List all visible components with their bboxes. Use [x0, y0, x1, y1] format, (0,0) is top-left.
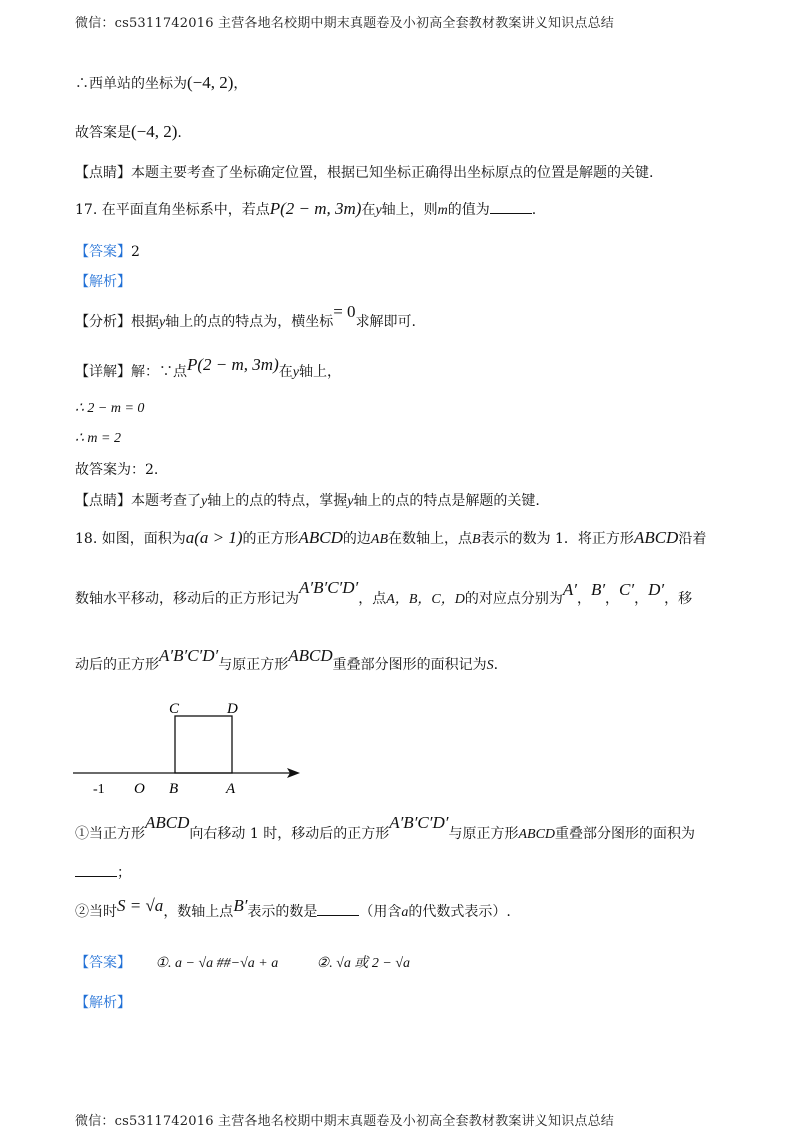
q18-l2b: ，点	[358, 591, 387, 607]
q17-step2: ∴ m = 2	[75, 431, 121, 446]
q17-y: y	[375, 203, 382, 218]
q18-pts: A，B，C，D	[386, 592, 465, 607]
dianjing-text: 本题主要考查了坐标确定位置，根据已知坐标正确得出坐标原点的位置是解题的关键.	[131, 165, 654, 181]
dianjing-tag: 【点睛】	[75, 165, 131, 181]
prev-comma: ，	[233, 76, 248, 92]
fenxi-b: 轴上的点的特点为，横坐标	[165, 314, 334, 330]
q18-ab: AB	[370, 532, 389, 547]
answer-tag: 【答案】	[75, 244, 131, 260]
q18-answer-1: ①. a − √a ##−√a + a	[155, 956, 279, 971]
square-abcd	[175, 716, 232, 773]
q18-line3	[75, 646, 499, 677]
prev-text: ∴西单站的坐标为	[75, 76, 187, 92]
q18-p1b: 向右移动 1 时，移动后的正方形	[189, 826, 390, 842]
prev-line-answer	[75, 121, 182, 144]
label-o: O	[134, 781, 145, 797]
label-c: C	[169, 701, 180, 717]
q18-part1-blank-line	[75, 862, 131, 884]
q18-p2a: ②当时	[75, 904, 117, 920]
q18-l3a: 动后的正方形	[75, 657, 159, 673]
fenxi-c: 求解即可.	[355, 314, 417, 330]
q18-p2d: （用含	[359, 904, 402, 920]
q18-jiexi-tag: 【解析】	[75, 995, 131, 1011]
q18-ap: A′	[562, 580, 577, 599]
q18-p1-abcdp: A′B′C′D′	[389, 813, 449, 832]
q18-l2c: 的对应点分别为	[464, 591, 563, 607]
q18-l3d: .	[493, 657, 499, 673]
dianjing-a: 本题考查了	[131, 493, 201, 509]
page-footer: 微信：cs5311742016 主营各地名校期中期末真题卷及小初高全套教材教案讲义知识点总结	[75, 1114, 614, 1129]
q17-answer	[75, 241, 140, 263]
q18-answer-2: ②. √a 或 2 − √a	[316, 956, 411, 971]
q17-point: P(2 − m, 3m)	[269, 199, 362, 218]
dianjing-tag-2: 【点睛】	[75, 493, 131, 509]
xiangjie-b: 在	[278, 364, 293, 380]
prev-answer-end: .	[177, 125, 182, 141]
q18-abcdp: A′B′C′D′	[299, 578, 359, 597]
q18-p1-abcd2: ABCD	[518, 827, 556, 842]
q18-answer	[75, 952, 410, 975]
q18-l1f: 沿着	[678, 531, 707, 547]
q18-l3b: 与原正方形	[218, 657, 289, 673]
q18-line1	[75, 527, 706, 551]
xiangjie-a: 解：∵点	[131, 364, 187, 380]
q18-part1	[75, 813, 696, 846]
q18-part2	[75, 896, 511, 924]
q18-p1-abcd: ABCD	[145, 813, 190, 832]
fenxi-tag: 【分析】	[75, 314, 131, 330]
q18-l2d: ，移	[664, 591, 693, 607]
fenxi-y: y	[159, 315, 166, 330]
label-neg1: -1	[93, 782, 105, 797]
prev-line-coordinate	[75, 72, 247, 95]
q17-m: m	[437, 203, 448, 218]
label-a: A	[226, 781, 236, 797]
q17-xiangjie	[75, 355, 341, 384]
q17-mid: 在	[361, 202, 376, 218]
label-b: B	[169, 781, 179, 797]
xiangjie-y: y	[292, 365, 299, 380]
q17-suffix: 的值为	[447, 202, 490, 218]
q18-l1e: 表示的数为 1．将正方形	[480, 531, 634, 547]
prev-answer-text: 故答案是	[75, 125, 131, 141]
q18-abcd: ABCD	[298, 528, 343, 547]
answer-tag-2: 【答案】	[75, 955, 131, 971]
q17-answer-value: 2	[131, 244, 140, 260]
q18-l2a: 数轴水平移动，移动后的正方形记为	[75, 591, 299, 607]
q18-p2-a: a	[401, 905, 409, 920]
q18-area: a(a > 1)	[185, 528, 243, 547]
q18-answer-blank-1[interactable]	[75, 862, 117, 877]
prev-coord: (−4, 2)	[187, 73, 234, 92]
q17-prefix: 17. 在平面直角坐标系中，若点	[75, 202, 270, 218]
prev-answer-coord: (−4, 2)	[131, 122, 178, 141]
q17-end: .	[531, 202, 537, 218]
q18-s: S	[486, 658, 494, 673]
q18-abcd-2: ABCD	[633, 528, 679, 547]
q18-l3c: 重叠部分图形的面积记为	[332, 657, 487, 673]
q17-fenxi	[75, 302, 417, 334]
q18-p1-end: ；	[117, 865, 131, 881]
q17-answer-blank[interactable]	[490, 199, 532, 214]
q18-p1c: 与原正方形	[448, 826, 519, 842]
q18-abcdp-2: A′B′C′D′	[159, 646, 219, 665]
q18-dp: D′	[648, 580, 665, 599]
q18-answer-blank-2[interactable]	[317, 901, 359, 916]
q18-l1b: 的正方形	[242, 531, 299, 547]
xiangjie-c: 轴上，	[298, 364, 341, 380]
label-d: D	[227, 701, 238, 717]
dianjing-c: 轴上的点的特点是解题的关键.	[353, 493, 540, 509]
q18-p2e: 的代数式表示）.	[408, 904, 511, 920]
q18-l1d: 在数轴上，点	[388, 531, 473, 547]
q17-dianjing	[75, 490, 540, 513]
q18-b: B	[472, 532, 481, 547]
dianjing-b: 轴上的点的特点，掌握	[207, 493, 348, 509]
xiangjie-tag: 【详解】	[75, 364, 131, 380]
dianjing-y2: y	[347, 494, 354, 509]
q17-stem	[75, 198, 536, 222]
q18-line2: 数轴水平移动，移动后的正方形记为A′B′C′D′，点A，B，C，D的对应点分别为A′，B′，C′，D′，移	[75, 578, 693, 607]
q18-p2-bp: B′	[233, 896, 248, 915]
q18-p1d: 重叠部分图形的面积为	[555, 826, 696, 842]
prev-dianjing	[75, 162, 653, 184]
q18-abcd-3: ABCD	[288, 646, 333, 665]
xiangjie-point: P(2 − m, 3m)	[187, 355, 279, 374]
q18-bp: B′	[590, 580, 606, 599]
q17-mid2: 轴上，则	[381, 202, 438, 218]
dianjing-y1: y	[201, 494, 208, 509]
q18-cp: C′	[619, 580, 635, 599]
q18-p2c: 表示的数是	[247, 904, 318, 920]
fenxi-a: 根据	[131, 314, 159, 330]
q18-l1c: 的边	[342, 531, 371, 547]
q18-p2b: ，数轴上点	[163, 904, 234, 920]
q17-final: 故答案为：2.	[75, 462, 159, 478]
q18-l1a: 18. 如图，面积为	[75, 531, 186, 547]
q17-jiexi-tag: 【解析】	[75, 274, 131, 290]
page-header: 微信：cs5311742016 主营各地名校期中期末真题卷及小初高全套教材教案讲义知识点总结	[75, 16, 614, 31]
q18-p1a: ①当正方形	[75, 826, 145, 842]
number-line-figure	[65, 695, 315, 800]
q18-p2-eq: S = √a	[117, 896, 164, 915]
fenxi-eq: = 0	[333, 302, 356, 321]
q17-step1: ∴ 2 − m = 0	[75, 401, 145, 416]
